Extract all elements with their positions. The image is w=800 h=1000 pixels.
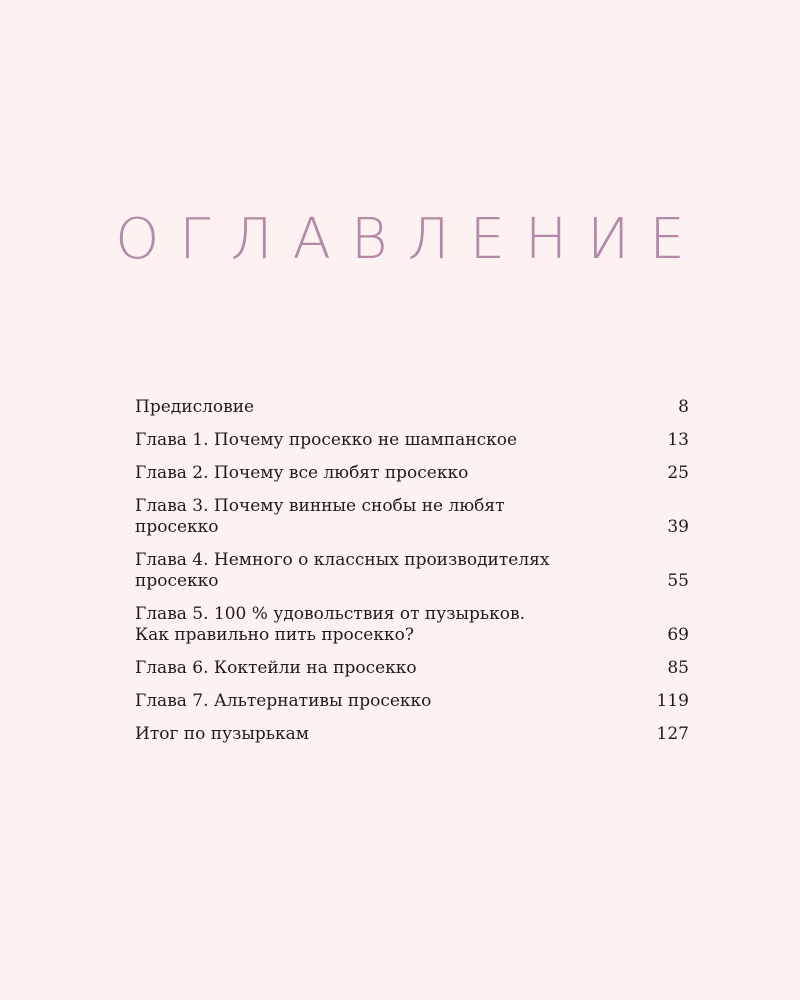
toc-entry-page-number: 69 xyxy=(667,625,689,645)
toc-entry-page-number: 8 xyxy=(678,397,689,417)
toc-entry-chapter-4 xyxy=(135,550,689,592)
toc-entry-title: Итог по пузырькам xyxy=(135,724,310,744)
toc-entry-title: Глава 5. 100 % удовольствия от пузырьков. Как правильно пить просекко? xyxy=(135,604,526,645)
page-title: ОГЛАВЛЕНИЕ xyxy=(115,207,705,272)
toc-entry-title: Предисловие xyxy=(135,397,255,417)
toc-entry-page-number: 25 xyxy=(667,463,689,483)
toc-entry-chapter-7 xyxy=(135,691,689,712)
toc-entry-preface xyxy=(135,397,689,418)
toc-entry-chapter-5 xyxy=(135,604,689,646)
toc-entry-title: Глава 6. Коктейли на просекко xyxy=(135,658,417,678)
toc-entry-chapter-2 xyxy=(135,463,689,484)
toc-entry-page-number: 55 xyxy=(667,571,689,591)
toc-entry-title: Глава 7. Альтернативы просекко xyxy=(135,691,432,711)
toc-entry-title: Глава 3. Почему винные снобы не любят просекко xyxy=(135,496,505,537)
table-of-contents xyxy=(135,397,689,757)
toc-entry-page-number: 119 xyxy=(656,691,689,711)
toc-entry-title: Глава 4. Немного о классных производителях просекко xyxy=(135,550,550,591)
toc-entry-conclusion xyxy=(135,724,689,745)
toc-entry-title: Глава 1. Почему просекко не шампанское xyxy=(135,430,518,450)
toc-entry-page-number: 39 xyxy=(667,517,689,537)
toc-entry-page-number: 127 xyxy=(656,724,689,744)
toc-entry-chapter-3 xyxy=(135,496,689,538)
toc-entry-title: Глава 2. Почему все любят просекко xyxy=(135,463,469,483)
toc-entry-page-number: 85 xyxy=(667,658,689,678)
toc-entry-chapter-6 xyxy=(135,658,689,679)
toc-entry-chapter-1 xyxy=(135,430,689,451)
toc-entry-page-number: 13 xyxy=(667,430,689,450)
